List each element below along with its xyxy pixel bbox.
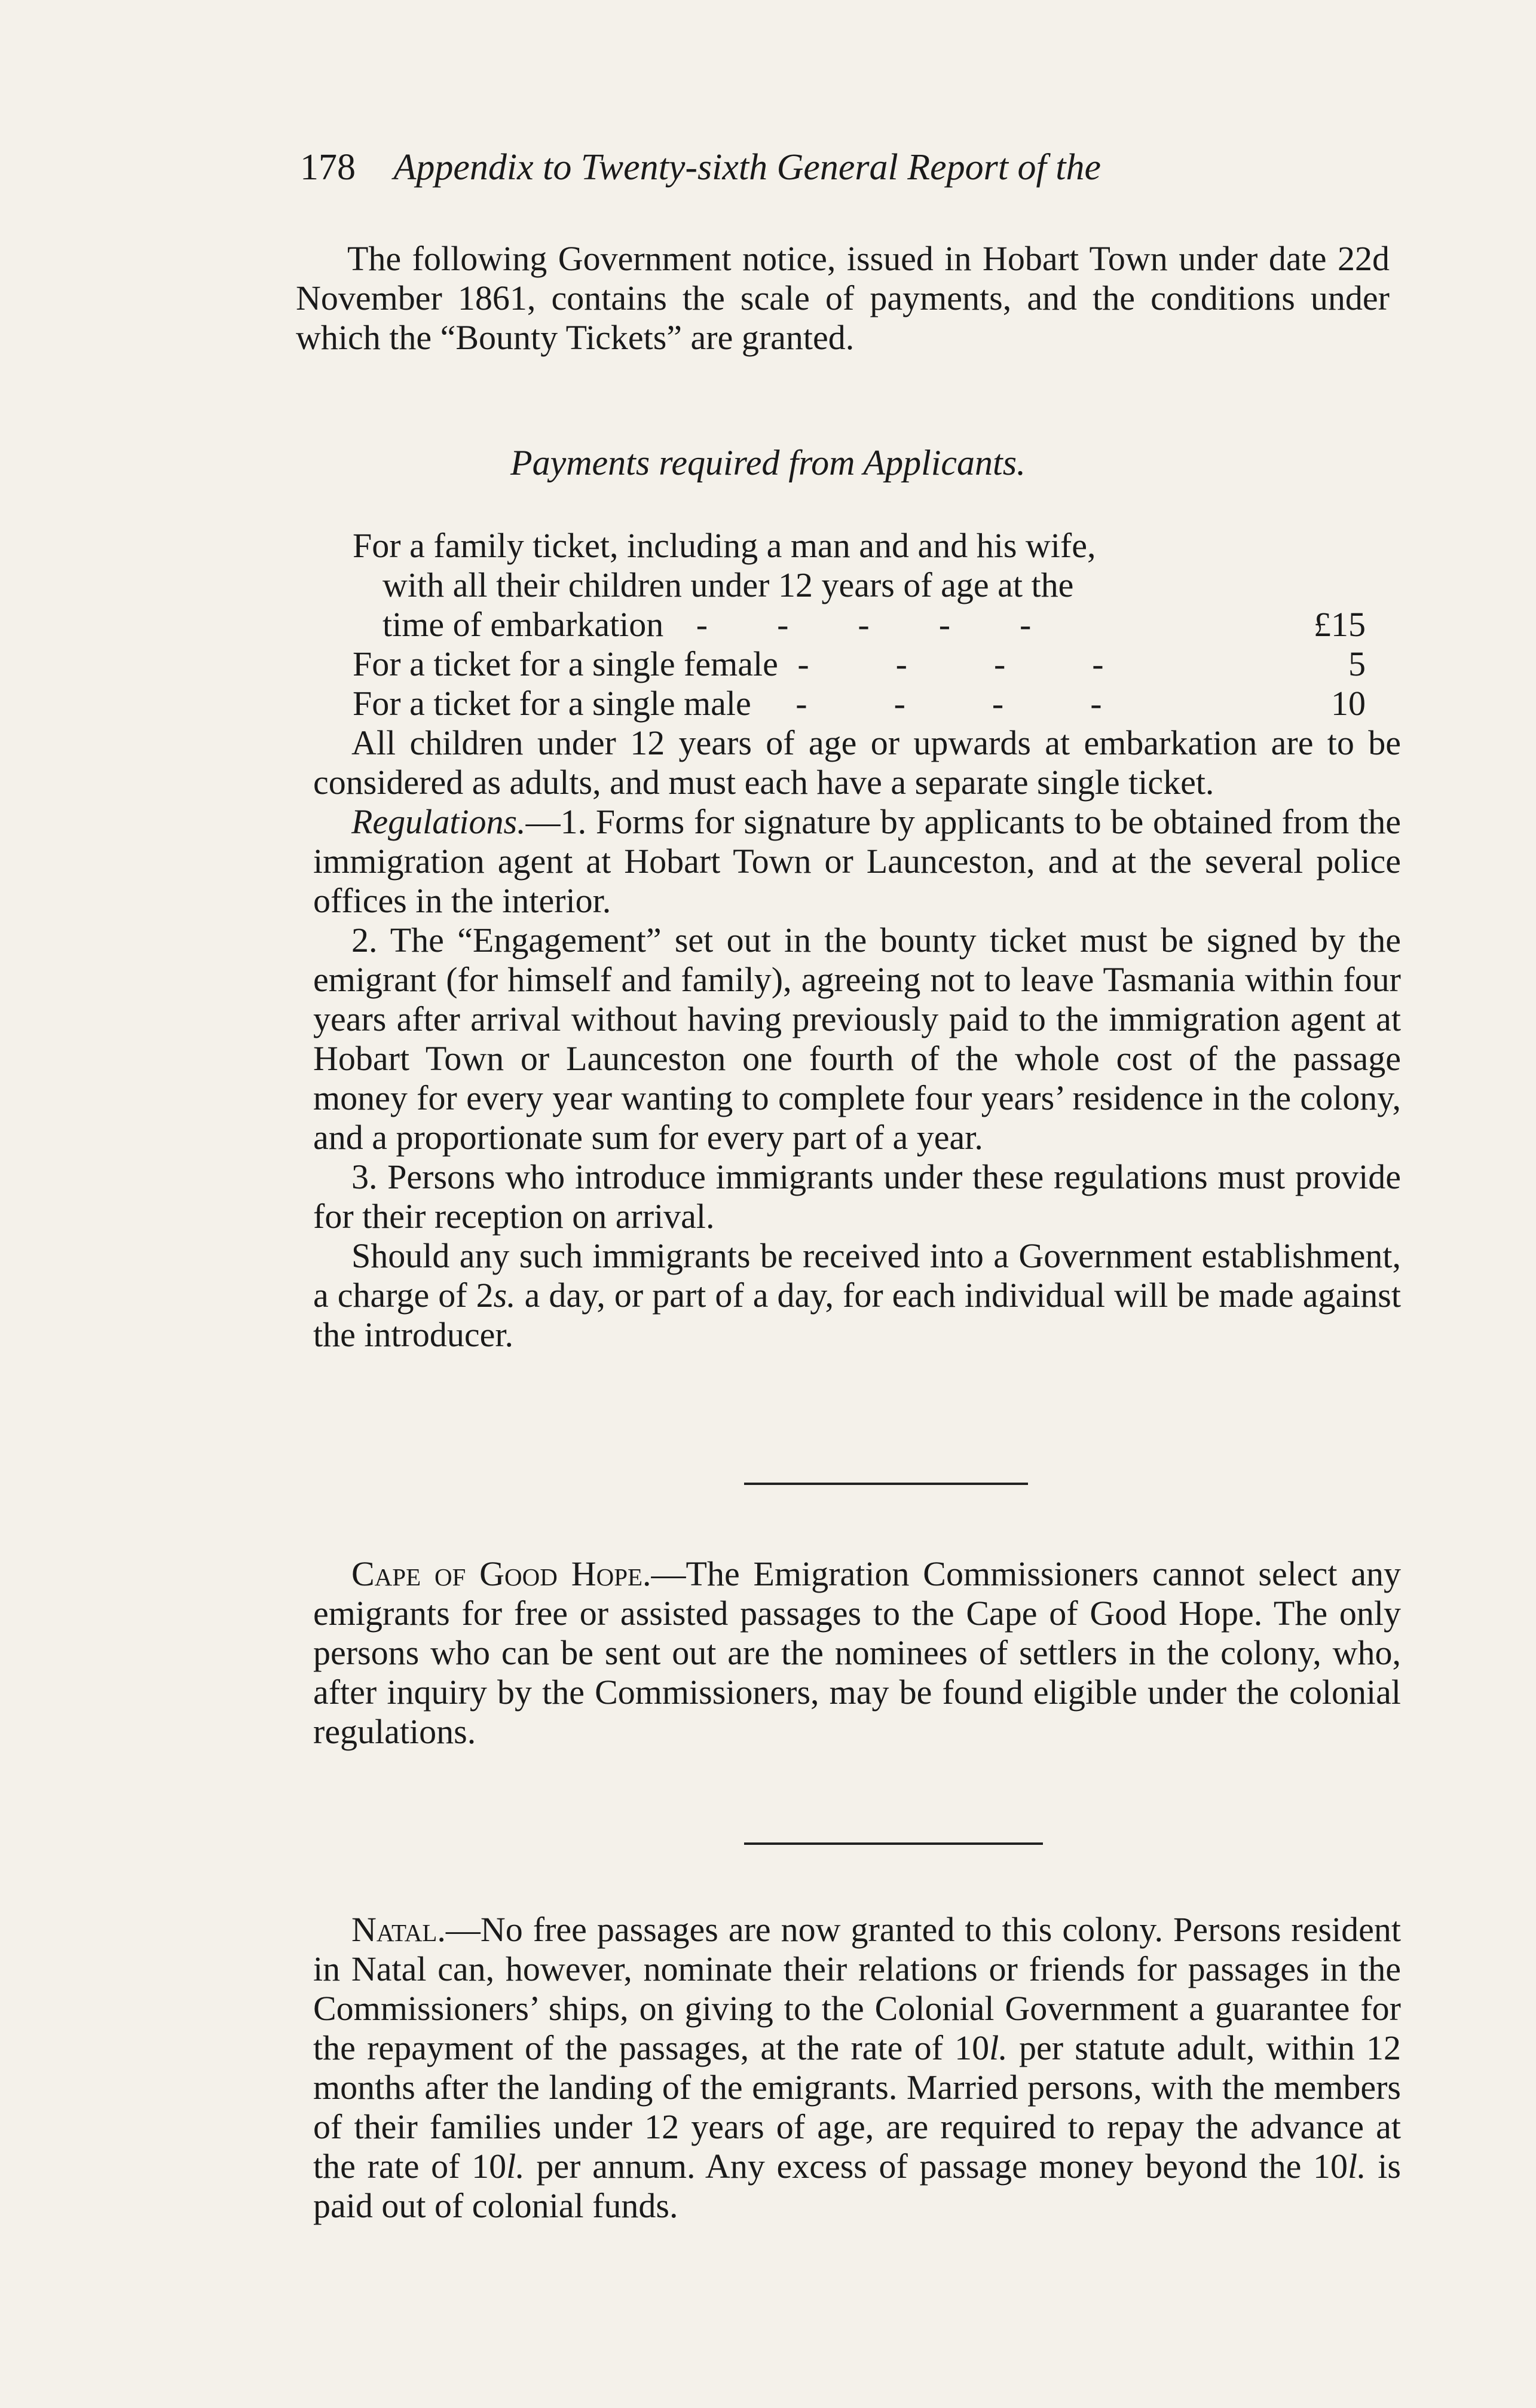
male-ticket-label: For a ticket for a single male — [353, 684, 751, 723]
running-header — [300, 143, 1101, 191]
natal-text-2: per statute adult, within 12 months after the landing of the emigrants. Married persons, with the members of their families under 12 years of age, are required to repay the advance at the rate of 10 — [313, 2028, 1401, 2186]
regulation-3: 3. Persons who introduce immigrants under these regulations must provide for their reception on arrival. — [313, 1157, 1401, 1236]
family-dashes: - - - - - — [696, 605, 1032, 644]
natal-unit-3: l. — [1348, 2147, 1366, 2186]
family-ticket-line2: with all their children under 12 years of age at the — [383, 566, 1074, 604]
payments-subheading: Payments required from Applicants. — [510, 443, 1026, 482]
regulation-introducer-charge — [313, 1236, 1401, 1355]
cape-of-good-hope-section — [313, 1554, 1401, 1752]
cape-text: —The Emigration Commissioners cannot select any emigrants for free or assisted passages to the Cape of Good Hope. The only persons who can be sent out are the nominees of settlers in the colony, who, after inquiry by the Commissioners, may be found eligible under the colonial regulations. — [313, 1554, 1402, 1751]
page-number: 178 — [300, 147, 356, 188]
natal-text-1: —No free passages are now granted to this colony. Persons resident in Natal can, however, nominate their relations or friends for passages in the Commissioners’ ships, on giving to the Colonial Government a guarantee for the repayment of the passages, at the rate of 10 — [313, 1910, 1401, 2067]
male-ticket-line — [353, 684, 1366, 723]
male-dashes: - - - - — [795, 684, 1102, 723]
female-ticket-line — [353, 644, 1366, 684]
regulations-block — [313, 723, 1401, 1355]
natal-heading: Natal. — [351, 1910, 446, 1949]
female-ticket-amount: 5 — [1348, 644, 1366, 683]
natal-paragraph — [313, 1910, 1401, 2226]
charge-unit: s. — [493, 1276, 516, 1315]
family-ticket-line3 — [383, 605, 1366, 644]
natal-text-4: is paid out of colonial funds. — [313, 2147, 1401, 2225]
regulation-1-text: —1. Forms for signature by applicants to be obtained from the immigration agent at Hobart Town or Launceston, and at the several police offices in the interior. — [313, 802, 1401, 920]
running-title: Appendix to Twenty-sixth General Report of the — [393, 147, 1101, 188]
intro-paragraph: The following Government notice, issued in Hobart Town under date 22d November 1861, contains the scale of payments, and the conditions under which the “Bounty Tickets” are granted. — [296, 239, 1390, 357]
male-ticket-amount: 10 — [1331, 684, 1366, 723]
natal-unit-2: l. — [506, 2147, 525, 2186]
natal-unit-1: l. — [989, 2028, 1008, 2067]
section-divider-1 — [744, 1483, 1028, 1485]
regulations-heading: Regulations. — [351, 802, 526, 841]
family-ticket-label: time of embarkation — [383, 605, 664, 644]
charge-text-1: Should any such immigrants be received into a Government establishment, a charge of 2 — [313, 1236, 1401, 1315]
natal-section — [313, 1910, 1401, 2226]
cape-paragraph — [313, 1554, 1401, 1752]
female-ticket-label: For a ticket for a single female — [353, 644, 778, 683]
section-divider-2 — [744, 1842, 1043, 1845]
regulation-1 — [313, 802, 1401, 921]
charge-text-2: a day, or part of a day, for each individual will be made against the introducer. — [313, 1276, 1401, 1354]
family-ticket-line1: For a family ticket, including a man and and his wife, — [353, 526, 1096, 565]
natal-text-3: per annum. Any excess of passage money beyond the 10 — [524, 2147, 1348, 2186]
cape-heading: Cape of Good Hope. — [351, 1554, 651, 1593]
female-dashes: - - - - — [797, 644, 1104, 683]
children-rule: All children under 12 years of age or upwards at embarkation are to be considered as adults, and must each have a separate single ticket. — [313, 723, 1401, 802]
family-ticket-amount: £15 — [1314, 605, 1366, 644]
regulation-2: 2. The “Engagement” set out in the bounty ticket must be signed by the emigrant (for himself and family), agreeing not to leave Tasmania within four years after arrival without having previously paid to the immigration agent at Hobart Town or Launceston one fourth of the whole cost of the passage money for every year wanting to complete four years’ residence in the colony, and a proportionate sum for every part of a year. — [313, 921, 1401, 1157]
